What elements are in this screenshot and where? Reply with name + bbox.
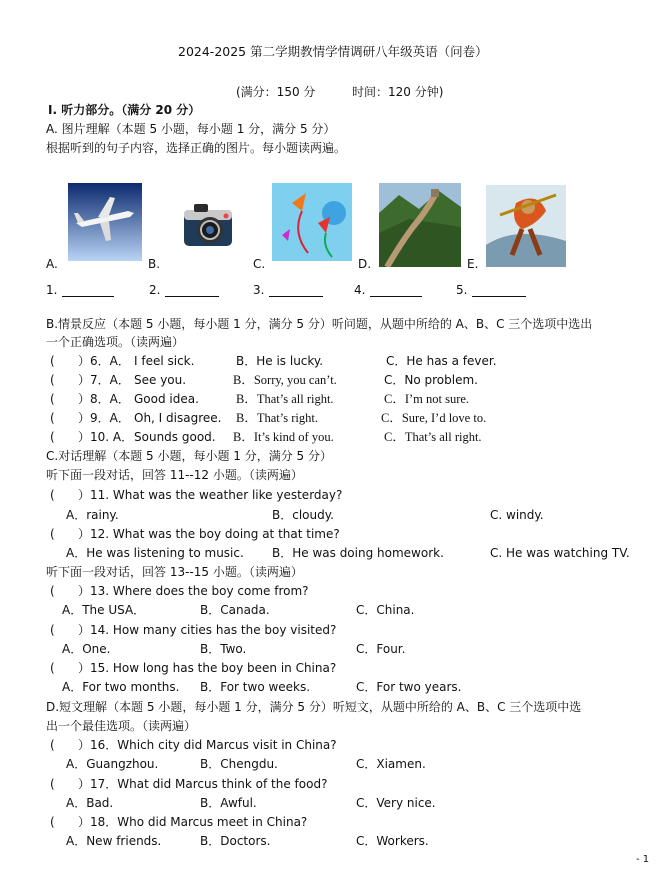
answer-paren[interactable]: ( — [50, 584, 55, 598]
option-c: C．Sure, I’d love to. — [381, 411, 487, 425]
answer-paren[interactable]: ( — [50, 527, 55, 541]
answer-paren[interactable]: ( — [50, 373, 55, 387]
option-a: A．rainy. — [66, 508, 119, 522]
question-number: ）7．A． — [78, 373, 130, 387]
option-a: A．New friends. — [66, 834, 162, 848]
part-a-note: （本题 5 小题，每小题 1 分，满分 5 分） — [109, 122, 336, 136]
part-d-note: （本题 5 小题，每小题 1 分，满分 5 分）听短文，从题中所给的 A、B、C 三个选项中选 — [107, 700, 582, 714]
option-c: C．Four. — [356, 642, 406, 656]
question-number: ）6．A． — [78, 354, 130, 368]
option-a: A．Guangzhou. — [66, 757, 159, 771]
exam-title: 2024-2025 第二学期教情学情调研八年级英语（问卷） — [178, 44, 488, 59]
blank-label-2: 2. — [149, 283, 161, 297]
option-b: B．That’s all right. — [236, 392, 334, 406]
part-a-instruction: 根据听到的句子内容，选择正确的图片。每小题读两遍。 — [46, 141, 347, 155]
kites-picture — [272, 183, 352, 261]
picture-letter-d: D. — [358, 257, 372, 271]
monkey-king-picture — [486, 185, 566, 267]
answer-paren[interactable]: ( — [50, 623, 55, 637]
answer-paren[interactable]: ( — [50, 392, 55, 406]
answer-paren[interactable]: ( — [50, 777, 55, 791]
option-c: C. windy. — [490, 508, 544, 522]
question-text: ）13. Where does the boy come from? — [78, 584, 309, 598]
option-b: B．He is lucky. — [236, 354, 324, 368]
picture-letter-e: E. — [467, 257, 479, 271]
part-a-heading: A. 图片理解 — [46, 122, 110, 136]
option-c: C. He was watching TV. — [490, 546, 630, 560]
part-d-note-2: 出一个最佳选项。（读两遍） — [46, 719, 197, 733]
option-c: C．He has a fever. — [386, 354, 497, 368]
option-a: Good idea. — [134, 392, 199, 406]
option-c: C．Workers. — [356, 834, 429, 848]
blank-label-4: 4. — [354, 283, 366, 297]
option-c: C．No problem. — [384, 373, 478, 387]
blank-label-5: 5. — [456, 283, 468, 297]
question-text: ）16．Which city did Marcus visit in China? — [78, 738, 337, 752]
answer-paren[interactable]: ( — [50, 354, 55, 368]
option-a: Sounds good. — [134, 430, 216, 444]
answer-paren[interactable]: ( — [50, 430, 55, 444]
answer-paren[interactable]: ( — [50, 738, 55, 752]
answer-blank-2[interactable] — [165, 284, 219, 297]
picture-letter-a: A. — [46, 257, 58, 271]
camera-picture — [180, 198, 236, 252]
part-c-title — [46, 448, 332, 464]
option-b: B．Chengdu. — [200, 757, 278, 771]
time-info: 时间：120 分钟) — [352, 85, 444, 99]
blank-label-3: 3. — [253, 283, 265, 297]
answer-paren[interactable]: ( — [50, 488, 55, 502]
option-c: C．I’m not sure. — [384, 392, 470, 406]
option-c: C．Very nice. — [356, 796, 436, 810]
option-a: See you. — [134, 373, 187, 387]
question-number: ）9．A． — [78, 411, 130, 425]
option-b: B．Two. — [200, 642, 247, 656]
part-d-heading: D.短文理解 — [46, 700, 108, 714]
option-a: A．He was listening to music. — [66, 546, 244, 560]
dialog-instruction-2: 听下面一段对话，回答 13--15 小题。（读两遍） — [46, 565, 303, 579]
answer-paren[interactable]: ( — [50, 411, 55, 425]
option-c: C．That’s all right. — [384, 430, 482, 444]
option-c: C．For two years. — [356, 680, 462, 694]
option-b: B．Awful. — [200, 796, 257, 810]
answer-paren[interactable]: ( — [50, 815, 55, 829]
answer-paren[interactable]: ( — [50, 661, 55, 675]
part-b-note: （本题 5 小题，每小题 1 分，满分 5 分）听问题，从题中所给的 A、B、C 三个选项中选出 — [106, 317, 593, 331]
option-b: B．Sorry, you can’t. — [233, 373, 337, 387]
part-b-title — [46, 316, 592, 332]
blank-label-1: 1. — [46, 283, 58, 297]
option-b: B．He was doing homework. — [272, 546, 444, 560]
option-a: Oh, I disagree. — [134, 411, 222, 425]
part-a-title — [46, 121, 335, 137]
part-d-title — [46, 699, 581, 715]
picture-letter-c: C. — [253, 257, 266, 271]
great-wall-picture — [379, 183, 461, 267]
dialog-instruction-1: 听下面一段对话，回答 11--12 小题。（读两遍） — [46, 468, 303, 482]
option-c: C．China. — [356, 603, 415, 617]
option-b: B．Doctors. — [200, 834, 271, 848]
picture-letter-b: B. — [148, 257, 161, 271]
question-text: ）18．Who did Marcus meet in China? — [78, 815, 308, 829]
option-a: A．One. — [62, 642, 111, 656]
option-c: C．Xiamen. — [356, 757, 426, 771]
answer-blank-5[interactable] — [472, 284, 526, 297]
part-c-heading: C.对话理解 — [46, 449, 107, 463]
option-b: B．Canada. — [200, 603, 270, 617]
option-b: B．That’s right. — [236, 411, 318, 425]
option-a: A．Bad. — [66, 796, 114, 810]
answer-blank-3[interactable] — [269, 284, 323, 297]
option-b: B．It’s kind of you. — [233, 430, 334, 444]
answer-blank-1[interactable] — [62, 284, 114, 297]
part-c-note: （本题 5 小题，每小题 1 分，满分 5 分） — [106, 449, 332, 463]
option-a: A．For two months. — [62, 680, 180, 694]
option-b: B．cloudy. — [272, 508, 334, 522]
question-text: ）14. How many cities has the boy visited? — [78, 623, 337, 637]
question-number: ）10. A． — [78, 430, 134, 444]
option-a: A．The USA． — [62, 603, 146, 617]
question-number: ）8．A． — [78, 392, 130, 406]
answer-blank-4[interactable] — [370, 284, 422, 297]
question-text: ）17．What did Marcus think of the food? — [78, 777, 328, 791]
option-a: I feel sick. — [134, 354, 195, 368]
option-b: B．For two weeks. — [200, 680, 311, 694]
part-b-note-2: 一个正确选项。（读两遍） — [46, 335, 185, 349]
airplane-picture — [68, 183, 142, 261]
question-text: ）11. What was the weather like yesterday? — [78, 488, 343, 502]
page-number: - 1 — [636, 854, 650, 865]
score-info: (满分：150 分 — [236, 85, 316, 99]
section-heading: Ⅰ. 听力部分。（满分 20 分） — [48, 103, 201, 117]
question-text: ）15. How long has the boy been in China? — [78, 661, 337, 675]
part-b-heading: B.情景反应 — [46, 317, 107, 331]
question-text: ）12. What was the boy doing at that time? — [78, 527, 340, 541]
